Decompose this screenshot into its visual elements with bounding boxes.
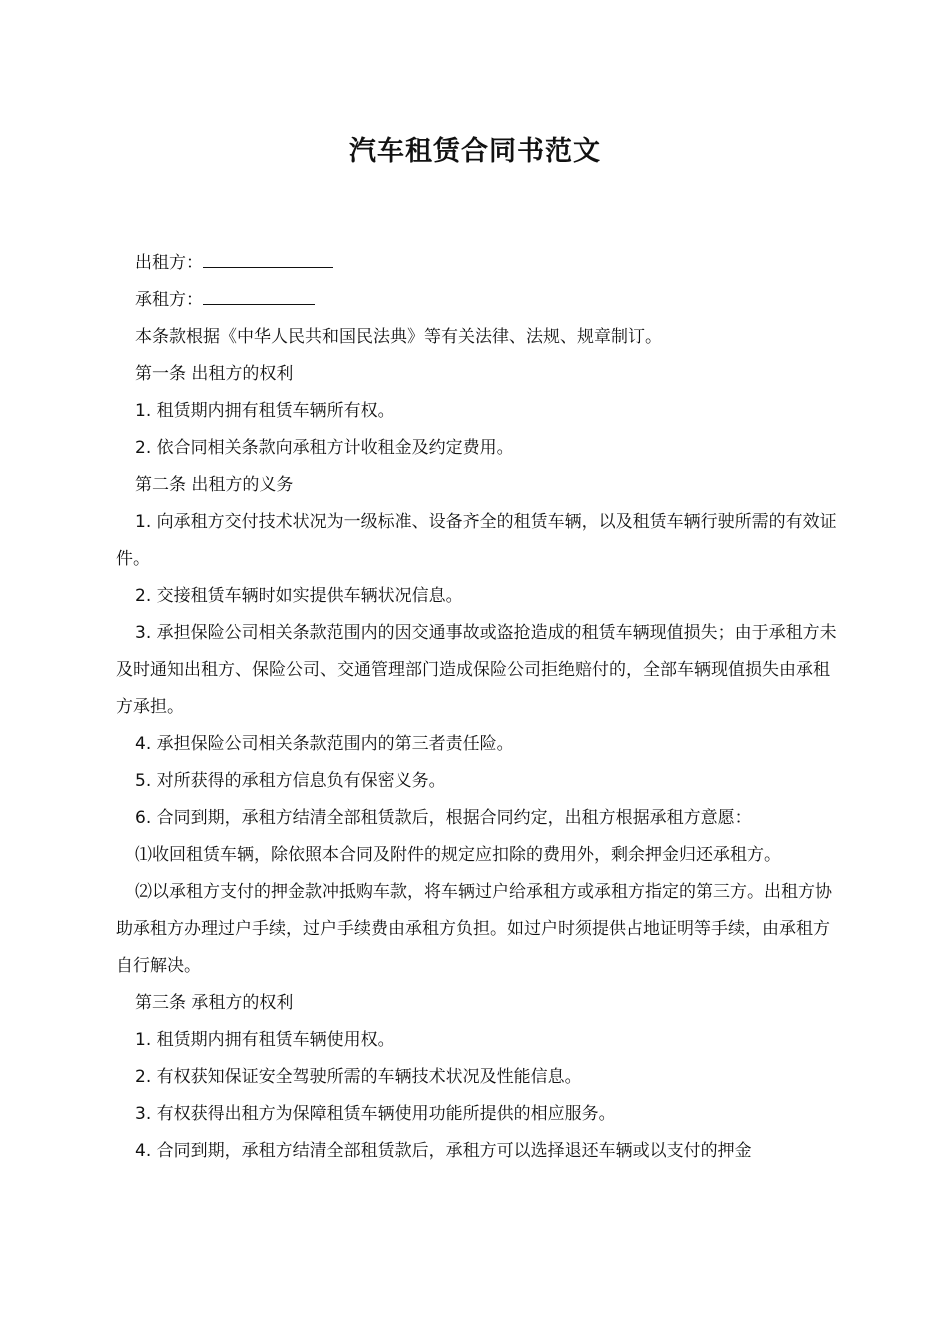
lessee-label: 承租方：	[135, 290, 203, 310]
article-1-item-1: 1. 租赁期内拥有租赁车辆所有权。	[135, 401, 395, 421]
article-1-heading: 第一条 出租方的权利	[135, 364, 294, 384]
article-3-item-3: 3. 有权获得出租方为保障租赁车辆使用功能所提供的相应服务。	[135, 1104, 616, 1124]
article-2-item-6-option-1: ⑴收回租赁车辆，除依照本合同及附件的规定应扣除的费用外，剩余押金归还承租方。	[135, 845, 781, 865]
article-3-item-1: 1. 租赁期内拥有租赁车辆使用权。	[135, 1030, 395, 1050]
document-title: 汽车租赁合同书范文	[349, 136, 601, 167]
article-2-item-3: 3. 承担保险公司相关条款范围内的因交通事故或盗抢造成的租赁车辆现值损失；由于承租方未及时通知出租方、保险公司、交通管理部门造成保险公司拒绝赔付的，全部车辆现值损失由承租方承担。	[116, 623, 837, 717]
lessor-label: 出租方：	[135, 253, 203, 273]
article-3-item-4: 4. 合同到期，承租方结清全部租赁款后，承租方可以选择退还车辆或以支付的押金	[135, 1141, 752, 1161]
article-2-item-6-option-2: ⑵以承租方支付的押金款冲抵购车款，将车辆过户给承租方或承租方指定的第三方。出租方协助承租方办理过户手续，过户手续费由承租方负担。如过户时须提供占地证明等手续，由承租方自行解决。	[116, 882, 832, 976]
article-2-item-4: 4. 承担保险公司相关条款范围内的第三者责任险。	[135, 734, 514, 754]
lessor-blank	[203, 249, 333, 268]
lessee-blank	[203, 286, 315, 305]
article-2-item-6: 6. 合同到期，承租方结清全部租赁款后，根据合同约定，出租方根据承租方意愿：	[135, 808, 752, 828]
intro-paragraph: 本条款根据《中华人民共和国民法典》等有关法律、法规、规章制订。	[135, 327, 662, 347]
article-2-item-2: 2. 交接租赁车辆时如实提供车辆状况信息。	[135, 586, 463, 606]
article-2-item-5: 5. 对所获得的承租方信息负有保密义务。	[135, 771, 446, 791]
article-2-heading: 第二条 出租方的义务	[135, 475, 294, 495]
article-1-item-2: 2. 依合同相关条款向承租方计收租金及约定费用。	[135, 438, 514, 458]
document-body	[116, 245, 838, 1170]
lessor-line	[116, 245, 838, 282]
article-2-item-1: 1. 向承租方交付技术状况为一级标准、设备齐全的租赁车辆，以及租赁车辆行驶所需的有效证件。	[116, 512, 837, 569]
article-3-item-2: 2. 有权获知保证安全驾驶所需的车辆技术状况及性能信息。	[135, 1067, 582, 1087]
article-3-heading: 第三条 承租方的权利	[135, 993, 294, 1013]
lessee-line	[116, 282, 838, 319]
